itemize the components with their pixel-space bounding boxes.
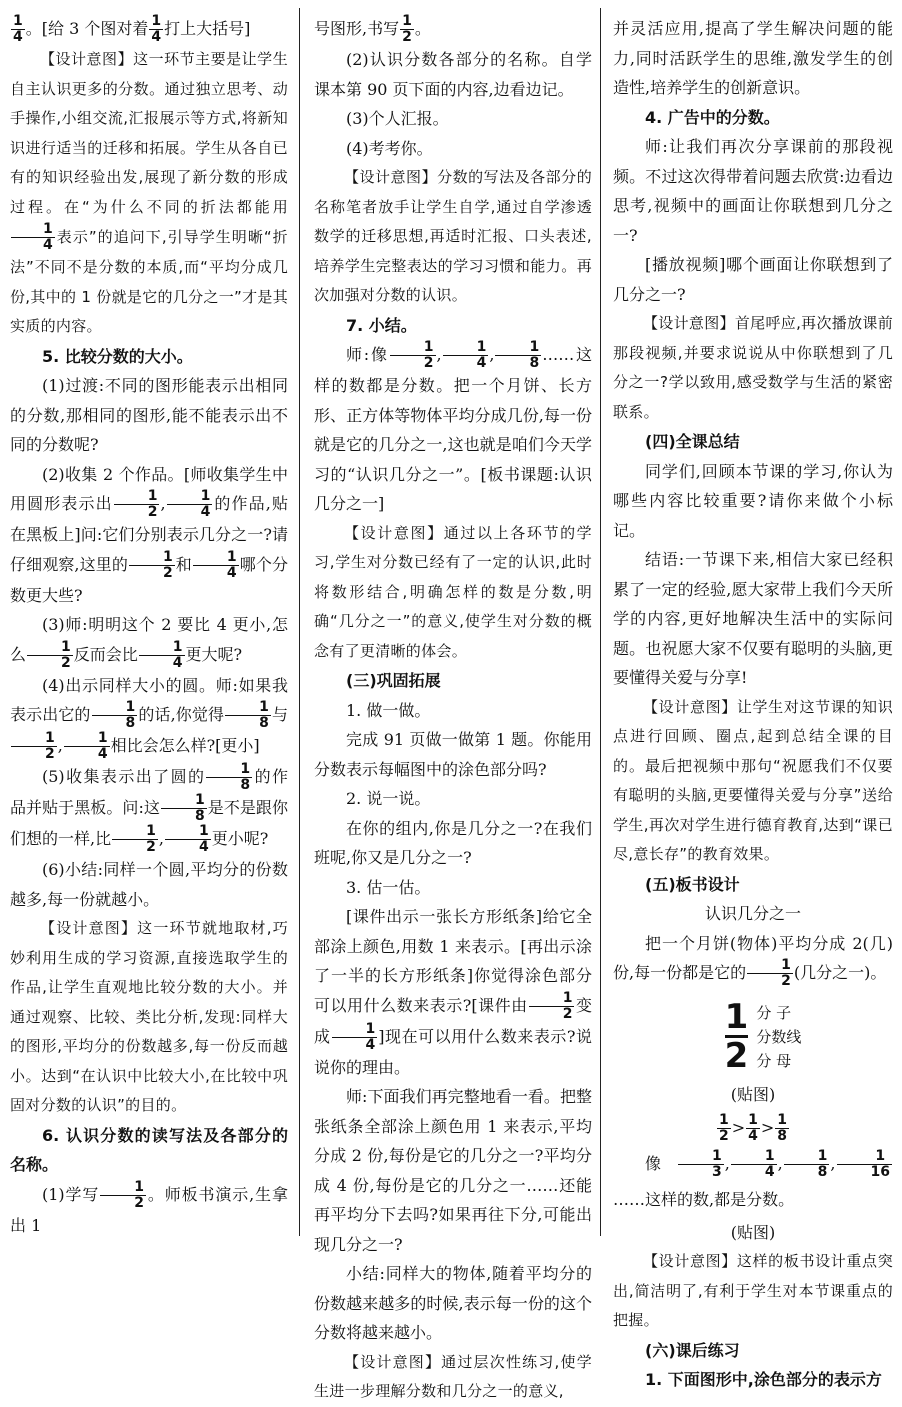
big-fraction: $\frac{1}{2}$ <box>724 997 749 1076</box>
fraction-1-8: $\frac{1}{8}$ <box>206 762 252 793</box>
section-heading: (六)课后练习 <box>645 1340 740 1360</box>
paragraph: (3)师:明明这个 2 要比 4 更小,怎么 $\frac{1}{2}$ 反而会比 $\frac{1}{4}$ 更大呢? <box>10 615 288 671</box>
column-3 <box>613 14 893 1395</box>
paragraph: $\frac{1}{4}$ 。[给 3 个图对着 $\frac{1}{4}$ 打上大括号] <box>13 13 251 45</box>
fraction-1-4: $\frac{1}{4}$ <box>139 640 185 671</box>
fraction-1-2: $\frac{1}{2}$ <box>27 640 73 671</box>
fraction-1-4: $\frac{1}{4}$ <box>443 340 489 371</box>
design-intent: 【设计意图】首尾呼应,再次播放课前那段视频,并要求说说从中你联想到了几分之一?学以致用,感受数学与生活的紧密联系。 <box>613 314 893 421</box>
fraction-1-2: $\frac{1}{2}$ <box>747 958 793 989</box>
fraction-1-8: $\frac{1}{8}$ <box>777 1111 788 1144</box>
paragraph: (5)收集表示出了圆的 $\frac{1}{8}$ 的作品并贴于黑板。问:这 $\frac{1}{8}$ 是不是跟你们想的一样,比 $\frac{1}{2}$ , $\frac{1}{4}$ 更小呢? <box>10 761 288 855</box>
fraction-1-16: $\frac{1}{16}$ <box>837 1149 892 1180</box>
paragraph: (2)认识分数各部分的名称。自学课本第 90 页下面的内容,边看边记。 <box>314 50 592 99</box>
fraction-1-2: $\frac{1}{2}$ <box>718 1111 729 1144</box>
fraction-1-4: $\frac{1}{4}$ <box>64 731 110 762</box>
paragraph: 同学们,回顾本节课的学习,你认为哪些内容比较重要?请你来做个小标记。 <box>613 461 893 540</box>
design-intent: 【设计意图】这一环节主要是让学生自主认识更多的分数。通过独立思考、动手操作,小组交流,汇报展示等方式,将新知识进行适当的迁移和拓展。学生从各自已有的知识经验出发,展现了新分数的形成过程。在“为什么不同的折法都能用 $\frac{1}{4}$ 表示”的追问下,引导学生明晰“折法”不同不是分数的本质,而“平均分成几份,其中的 1 份就是它的几分之一”才是其实质的内容。 <box>10 50 288 335</box>
fraction-1-3: $\frac{1}{3}$ <box>678 1149 724 1180</box>
design-intent: 【设计意图】通过层次性练习,使学生进一步理解分数和几分之一的意义, <box>314 1352 592 1400</box>
fraction-1-2: $\frac{1}{2}$ <box>114 489 160 520</box>
denominator-label: 分 母 <box>756 1051 792 1070</box>
paragraph: (6)小结:同样一个圆,平均分的份数越多,每一份就越小。 <box>10 860 288 909</box>
subheading: 1. 做一做。 <box>346 700 431 720</box>
paragraph: (4)考考你。 <box>346 138 433 158</box>
fraction-1-4: $\frac{1}{4}$ <box>13 13 23 45</box>
paste-image-note: (贴图) <box>730 1085 776 1104</box>
design-intent: 【设计意图】这样的板书设计重点突出,简洁明了,有利于学生对本节课重点的把握。 <box>613 1252 893 1329</box>
design-intent: 【设计意图】让学生对这节课的知识点进行回顾、圈点,起到总结全课的目的。最后把视频中那句“祝愿我们不仅要有聪明的头脑,更要懂得关爱与分享”送给学生,再次对学生进行德育教育,达到“课已尽,意长存”的教育效果。 <box>613 697 893 863</box>
fraction-1-8: $\frac{1}{8}$ <box>161 793 207 824</box>
paragraph: 在你的组内,你是几分之一?在我们班呢,你又是几分之一? <box>314 818 592 867</box>
column-1 <box>10 14 288 1240</box>
fraction-1-2: $\frac{1}{2}$ <box>100 1180 146 1211</box>
paragraph: 结语:一节课下来,相信大家已经积累了一定的经验,愿大家带上我们今天所学的内容,更好地解决生活中的实际问题。也祝愿大家不仅要有聪明的头脑,更要懂得关爱与分享! <box>613 550 893 687</box>
paragraph: [播放视频]哪个画面让你联想到了几分之一? <box>613 255 893 304</box>
paragraph: [课件出示一张长方形纸条]给它全部涂上颜色,用数 1 来表示。[再出示涂了一半的长方形纸条]你觉得涂色部分可以用什么数来表示?[课件由 $\frac{1}{2}$ 变成 $\frac{1}{4}$ ]现在可以用什么数来表示?说说你的理由。 <box>314 907 592 1077</box>
fraction-1-4: $\frac{1}{4}$ <box>167 489 213 520</box>
paragraph: 师:像 $\frac{1}{2}$ , $\frac{1}{4}$ , $\frac{1}{8}$ ……这样的数都是分数。把一个月饼、长方形、正方体等物体平均分成几份,每一份就是它的几分之一,这也就是咱们今天学习的“认识几分之一”。[板书课题:认识几分之一] <box>314 339 592 513</box>
board-title: 认识几分之一 <box>704 904 801 923</box>
paragraph: 把一个月饼(物体)平均分成 2(几)份,每一份都是它的 $\frac{1}{2}$ (几分之一)。 <box>613 933 893 989</box>
paragraph: 号图形,书写 $\frac{1}{2}$ 。 <box>314 13 431 45</box>
fraction-1-8: $\frac{1}{8}$ <box>784 1149 830 1180</box>
paste-image-note: (贴图) <box>730 1222 776 1242</box>
section-heading: (五)板书设计 <box>645 874 740 894</box>
fraction-1-2: $\frac{1}{2}$ <box>390 340 436 371</box>
fraction-1-4: $\frac{1}{4}$ <box>748 1111 758 1144</box>
design-intent: 【设计意图】分数的写法及各部分的名称笔者放手让学生自学,通过自学渗透数学的迁移思想,再适时汇报、口头表述,培养学生完整表达的学习习惯和能力。再次加强对分数的认识。 <box>314 168 592 304</box>
section-heading: (四)全课总结 <box>645 432 740 451</box>
section-heading: 5. 比较分数的大小。 <box>42 346 193 366</box>
fraction-1-4: $\frac{1}{4}$ <box>332 1022 378 1053</box>
fraction-1-4: $\frac{1}{4}$ <box>11 222 55 253</box>
design-intent: 【设计意图】这一环节就地取材,巧妙利用生成的学习资源,直接选取学生的作品,让学生直观地比较分数的大小。并通过观察、比较、类比分析,发现:同样大的图形,平均分的份数越多,每一份反而越小。达到“在认识中比较大小,在比较中巩固对分数的认识”的目的。 <box>10 919 288 1114</box>
paragraph: (2)收集 2 个作品。[师收集学生中用圆形表示出 $\frac{1}{2}$ , $\frac{1}{4}$ 的作品,贴在黑板上]问:它们分别表示几分之一?请仔细观察,这里的 $\frac{1}{2}$ 和 $\frac{1}{4}$ 哪个分数更大些? <box>10 464 288 605</box>
paragraph: 师:让我们再次分享课前的那段视频。不过这次得带着问题去欣赏:边看边思考,视频中的画面让你联想到几分之一? <box>613 137 893 245</box>
subheading: 2. 说一说。 <box>346 789 431 808</box>
paragraph: (1)学写 $\frac{1}{2}$ 。师板书演示,生拿出 1 <box>10 1178 288 1235</box>
fraction-1-4: $\frac{1}{4}$ <box>151 13 162 45</box>
paragraph: (3)个人汇报。 <box>346 109 449 128</box>
design-intent: 【设计意图】通过以上各环节的学习,学生对分数已经有了一定的认识,此时将数形结合,明确怎样的数是分数,明确“几分之一”的意义,使学生对分数的概念有了更清晰的体会。 <box>314 523 592 660</box>
fraction-1-2: $\frac{1}{2}$ <box>11 731 57 762</box>
paragraph: 完成 91 页做一做第 1 题。你能用分数表示每幅图中的涂色部分吗? <box>314 730 592 779</box>
numerator-label: 分 子 <box>756 1003 792 1022</box>
fraction-1-4: $\frac{1}{4}$ <box>193 550 239 581</box>
fraction-comparison: $\frac{1}{2}$ > $\frac{1}{4}$ > $\frac{1}{8}$ <box>718 1111 788 1144</box>
fraction-line-label: 分数线 <box>756 1027 802 1046</box>
fraction-1-8: $\frac{1}{8}$ <box>495 340 541 371</box>
paragraph: (1)过渡:不同的图形能表示出相同的分数,那相同的图形,能不能表示出不同的分数呢? <box>10 376 288 454</box>
paragraph: 像 $\frac{1}{3}$ , $\frac{1}{4}$ , $\frac{1}{8}$ , $\frac{1}{16}$ ……这样的数,都是分数。 <box>613 1147 890 1209</box>
fraction-1-4: $\frac{1}{4}$ <box>165 824 211 855</box>
column-divider <box>299 8 300 1236</box>
section-heading: (三)巩固拓展 <box>346 671 441 690</box>
section-heading: 6. 认识分数的读写法及各部分的名称。 <box>10 1125 288 1174</box>
fraction-1-2: $\frac{1}{2}$ <box>529 991 575 1022</box>
section-heading: 7. 小结。 <box>346 315 417 335</box>
paragraph: 并灵活应用,提高了学生解决问题的能力,同时活跃学生的思维,激发学生的创造性,培养学生的创新意识。 <box>613 19 893 97</box>
subheading: 3. 估一估。 <box>346 877 431 897</box>
fraction-1-2: $\frac{1}{2}$ <box>129 550 175 581</box>
section-heading: 4. 广告中的分数。 <box>645 107 780 127</box>
column-divider <box>600 8 601 1236</box>
fraction-1-8: $\frac{1}{8}$ <box>225 700 271 731</box>
fraction-1-4: $\frac{1}{4}$ <box>731 1149 777 1180</box>
paragraph: 师:下面我们再完整地看一看。把整张纸条全部涂上颜色用 1 来表示,平均分成 2 份,每份是它的几分之一?平均分成 4 份,每份是它的几分之一……还能再平均分下去吗?如果再往下分,可能出现几分之一? <box>314 1087 592 1254</box>
fraction-part-labels <box>756 1001 801 1073</box>
fraction-parts-diagram <box>633 999 893 1074</box>
column-2 <box>314 14 592 1407</box>
paragraph: (4)出示同样大小的圆。师:如果我表示出它的 $\frac{1}{8}$ 的话,你觉得 $\frac{1}{8}$ 与 $\frac{1}{2}$ , $\frac{1}{4}$ 相比会怎么样?[更小] <box>10 675 288 762</box>
fraction-1-2: $\frac{1}{2}$ <box>402 13 412 45</box>
fraction-1-2: $\frac{1}{2}$ <box>112 824 158 855</box>
fraction-1-8: $\frac{1}{8}$ <box>92 700 138 731</box>
paragraph: 小结:同样大的物体,随着平均分的份数越来越多的时候,表示每一份的这个分数将越来越小。 <box>314 1264 592 1342</box>
exercise-item: 1. 下面图形中,涂色部分的表示方 <box>645 1370 882 1389</box>
